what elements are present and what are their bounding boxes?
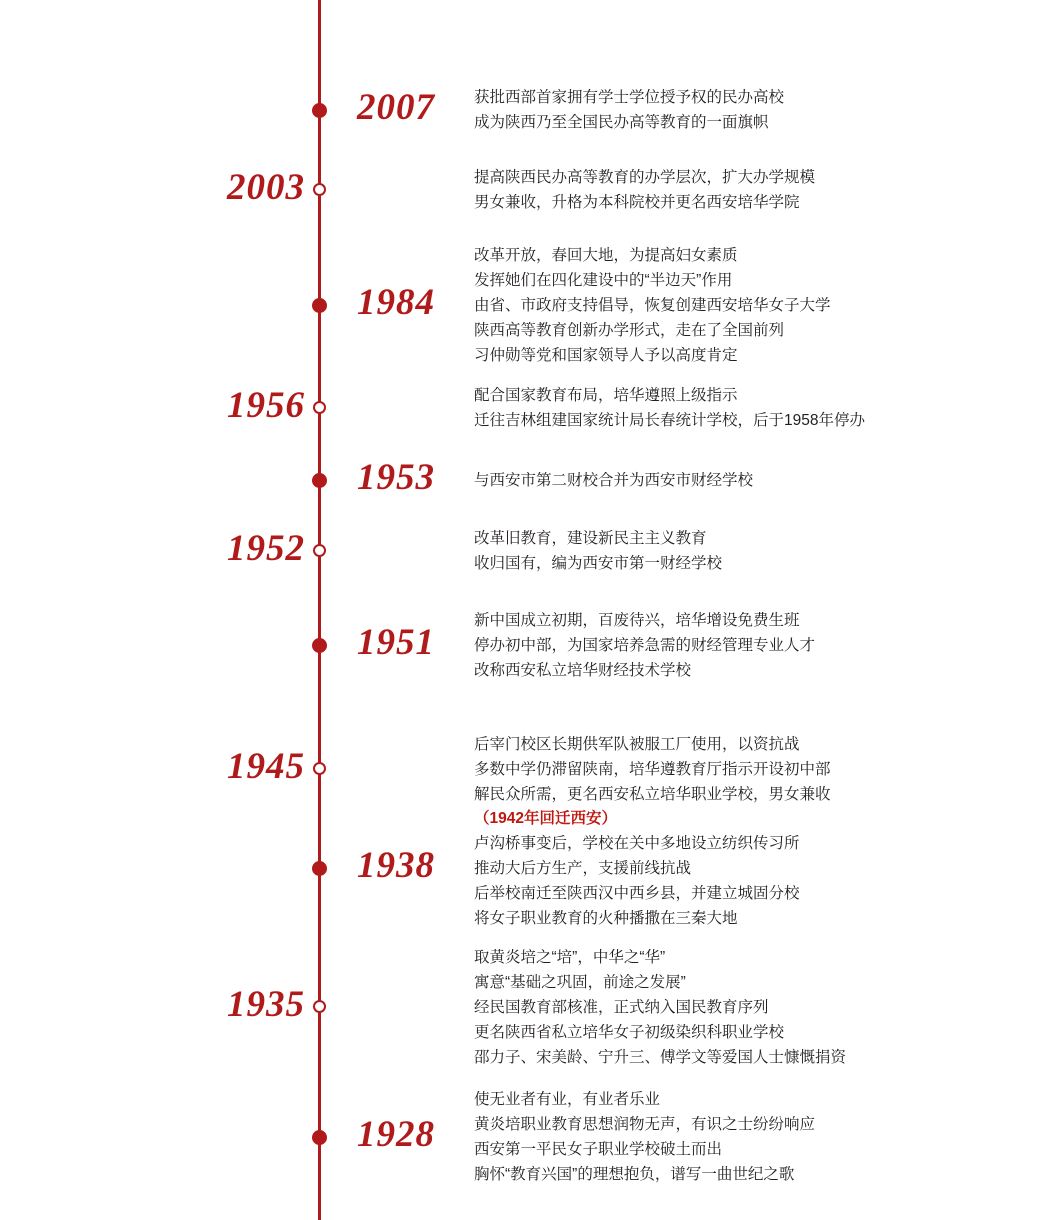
timeline-description-line: 取黄炎培之“培”，中华之“华” — [474, 948, 666, 966]
timeline-description — [474, 165, 1019, 215]
timeline-year-label: 1935 — [227, 984, 305, 1025]
timeline-description-line: 男女兼收，升格为本科院校并更名西安培华学院 — [474, 194, 800, 211]
timeline-year-label: 1953 — [357, 457, 435, 498]
timeline-year-label: 1945 — [227, 746, 305, 787]
timeline-note: （1942年回迁西安） — [474, 809, 617, 827]
timeline-description — [474, 1087, 1019, 1187]
timeline-description-line: 解民众所需，更名西安私立培华职业学校，男女兼收 — [474, 785, 831, 803]
timeline-description — [474, 526, 1019, 576]
timeline-description-line: 邵力子、宋美龄、宁升三、傅学文等爱国人士慷慨捐资 — [474, 1048, 847, 1066]
timeline-description-line: 西安第一平民女子职业学校破土而出 — [474, 1141, 723, 1158]
timeline-year-label: 1938 — [357, 845, 435, 886]
timeline-description-line: 多数中学仍滞留陕南，培华遵教育厅指示开设初中部 — [474, 760, 831, 778]
timeline-description-line: 后宰门校区长期供军队被服工厂使用，以资抗战 — [474, 735, 800, 753]
timeline-description — [474, 243, 1019, 368]
timeline-description-line: 推动大后方生产，支援前线抗战 — [474, 859, 692, 877]
timeline-marker-filled — [312, 298, 327, 313]
timeline-description-line: 习仲勋等党和国家领导人予以高度肯定 — [474, 346, 738, 364]
timeline-description-line: 发挥她们在四化建设中的“半边天”作用 — [474, 271, 733, 289]
timeline-description — [474, 608, 1019, 683]
timeline-marker-hollow — [313, 1000, 326, 1013]
timeline-marker-filled — [312, 1130, 327, 1145]
timeline-description-line: 获批西部首家拥有学士学位授予权的民办高校 — [474, 89, 785, 106]
timeline-description-line: 将女子职业教育的火种播撒在三秦大地 — [474, 909, 738, 927]
timeline-year-label: 2003 — [227, 167, 305, 208]
timeline-description-line: 成为陕西乃至全国民办高等教育的一面旗帜 — [474, 114, 769, 131]
timeline-marker-filled — [312, 861, 327, 876]
timeline-description — [474, 732, 1019, 807]
timeline-description-line: 改称西安私立培华财经技术学校 — [474, 661, 692, 679]
timeline-year-label: 1952 — [227, 528, 305, 569]
timeline-description — [474, 806, 1019, 931]
timeline-description-line: 收归国有，编为西安市第一财经学校 — [474, 555, 723, 572]
timeline-marker-hollow — [313, 762, 326, 775]
timeline-description-line: 寓意“基础之巩固，前途之发展” — [474, 973, 686, 991]
timeline-marker-hollow — [313, 401, 326, 414]
timeline-description-line: 迁往吉林组建国家统计局长春统计学校，后于1958年停办 — [474, 412, 865, 429]
timeline-marker-filled — [312, 103, 327, 118]
timeline-year-label: 1951 — [357, 622, 435, 663]
timeline-description-line: 卢沟桥事变后，学校在关中多地设立纺织传习所 — [474, 834, 800, 852]
timeline-description-line: 更名陕西省私立培华女子初级染织科职业学校 — [474, 1023, 785, 1041]
timeline-description-line: 提高陕西民办高等教育的办学层次，扩大办学规模 — [474, 169, 816, 186]
timeline-description-line: 配合国家教育布局，培华遵照上级指示 — [474, 387, 738, 404]
timeline-year-label: 1956 — [227, 385, 305, 426]
timeline-description-line: 胸怀“教育兴国”的理想抱负，谱写一曲世纪之歌 — [474, 1166, 795, 1183]
timeline-marker-filled — [312, 638, 327, 653]
timeline-year-label: 2007 — [357, 87, 435, 128]
timeline-year-label: 1928 — [357, 1114, 435, 1155]
timeline-description-line: 黄炎培职业教育思想润物无声，有识之士纷纷响应 — [474, 1116, 816, 1133]
timeline-description-line: 与西安市第二财校合并为西安市财经学校 — [474, 471, 754, 489]
timeline-description-line: 改革旧教育，建设新民主主义教育 — [474, 530, 707, 547]
timeline-description-line: 后举校南迁至陕西汉中西乡县，并建立城固分校 — [474, 884, 800, 902]
timeline-description-line: 停办初中部，为国家培养急需的财经管理专业人才 — [474, 636, 816, 654]
timeline-description — [474, 85, 1019, 135]
timeline-marker-hollow — [313, 183, 326, 196]
timeline-description-line: 经民国教育部核准，正式纳入国民教育序列 — [474, 998, 769, 1016]
timeline-description — [474, 383, 1019, 433]
timeline-description — [474, 468, 1019, 493]
timeline-description-line: 由省、市政府支持倡导，恢复创建西安培华女子大学 — [474, 296, 831, 314]
timeline-marker-filled — [312, 473, 327, 488]
timeline-description-line: 新中国成立初期，百废待兴，培华增设免费生班 — [474, 611, 800, 629]
timeline-description-line: 使无业者有业，有业者乐业 — [474, 1091, 661, 1108]
timeline-description-line: 陕西高等教育创新办学形式，走在了全国前列 — [474, 321, 785, 339]
timeline-description-line: 改革开放，春回大地，为提高妇女素质 — [474, 246, 738, 264]
timeline-year-label: 1984 — [357, 282, 435, 323]
timeline-description — [474, 945, 1019, 1070]
timeline-marker-hollow — [313, 544, 326, 557]
